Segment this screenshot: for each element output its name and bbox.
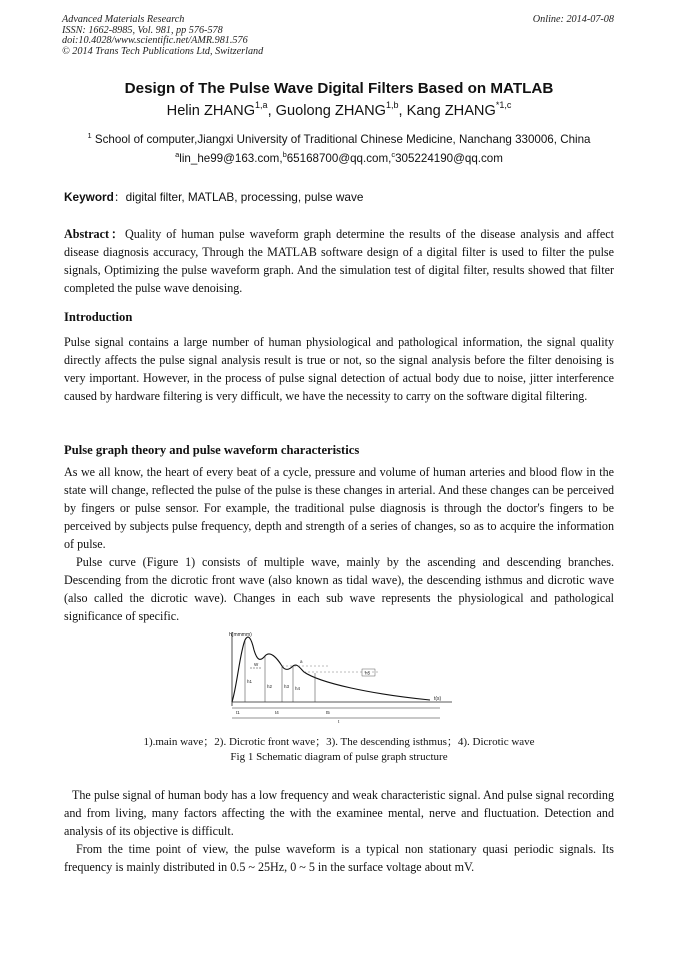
copyright: © 2014 Trans Tech Publications Ltd, Switzerland [62, 45, 264, 57]
label-a: a [300, 659, 303, 664]
author-sup: *1,c [495, 100, 512, 110]
pulse-graph-figure [220, 628, 460, 725]
abstract-label: Abstract [64, 227, 110, 241]
email-link[interactable]: lin_he99@163.com, [179, 152, 283, 165]
issn: ISSN: 1662-8985, Vol. 981, pp 576-578 [62, 24, 223, 36]
email-sup: a [175, 150, 180, 159]
author-name: Kang ZHANG [406, 103, 496, 119]
label-w: W [254, 662, 259, 667]
author-sep: , [398, 103, 407, 119]
theory-paragraph-1 [64, 463, 614, 553]
intro-heading: Introduction [64, 310, 133, 324]
figure-legend: 1).main wave；2). Dicrotic front wave；3). The descending isthmus；4). Dicrotic wave [143, 736, 535, 748]
author-list [0, 100, 678, 119]
after-text-1: The pulse signal of human body has a low frequency and weak characteristic signal. And pulse signal recording and from living, many factors affecting the with the examinee mental, nerve and fluctuation. Detection and analysis of its objective is difficult. [64, 788, 614, 838]
paper-title: Design of The Pulse Wave Digital Filters Based on MATLAB [124, 80, 554, 97]
email-link[interactable]: 65168700@qq.com, [286, 152, 392, 165]
keywords [64, 188, 363, 205]
journal-header [62, 15, 263, 57]
label-h2: h2 [267, 684, 273, 689]
label-h3: h3 [284, 684, 290, 689]
intro-text: Pulse signal contains a large number of human physiological and pathological information, the signal quality directly affects the pulse signal analysis result is true or not, so the signal analysis before the filter denoising is very important. However, in the process of pulse signal detection of actual body due to noise, jitter interference caused by hardware filtering is very difficult, we have the necessity to carry on the software digital filtering. [64, 335, 614, 403]
label-t4: t4 [275, 710, 279, 715]
label-t1: t1 [236, 710, 240, 715]
pulse-curve [232, 637, 430, 702]
theory-paragraph-2 [64, 553, 614, 625]
figure-caption: Fig 1 Schematic diagram of pulse graph structure [230, 751, 448, 763]
abstract-text: Quality of human pulse waveform graph determine the results of the disease analysis and affect disease diagnosis accuracy, Through the MATLAB software design of a digital filter is used to filter the pulse signals, Optimizing the pulse waveform graph. And the simulation test of digital filter, results showed that filter completed the pulse wave denoising. [64, 227, 614, 295]
t-axis-label: t(s) [434, 696, 442, 702]
online-date: Online: 2014-07-08 [532, 14, 614, 25]
author-name: Guolong ZHANG [275, 103, 386, 119]
label-t5: t5 [326, 710, 330, 715]
label-h1: h1 [247, 679, 253, 684]
theory-text-2: Pulse curve (Figure 1) consists of multiple wave, mainly by the ascending and descending branches. Descending from the dicrotic front wave (also known as tidal wave), the descending isthmus and dicrotic wave (also called the dicrotic wave). Changes in each sub wave represents the physiological and pathological significance of specific. [64, 555, 614, 623]
author-sup: 1,a [255, 100, 268, 110]
journal-name: Advanced Materials Research [62, 14, 185, 25]
affiliation-mark: 1 [87, 131, 92, 140]
abstract [64, 225, 614, 297]
label-h5: h5 [365, 670, 371, 676]
y-axis-label: h(mmmm) [229, 632, 252, 638]
keyword-sep: ： [113, 190, 126, 204]
doi: doi:10.4028/www.scientific.net/AMR.981.576 [62, 35, 248, 47]
email-link[interactable]: 305224190@qq.com [395, 152, 503, 165]
affiliation [0, 131, 678, 146]
keyword-label: Keyword [64, 190, 114, 204]
after-text-2: From the time point of view, the pulse waveform is a typical non stationary quasi periodic signals. Its frequency is mainly distributed in 0.5 ~ 25Hz, 0 ~ 5 in the surface voltage about mV. [64, 842, 614, 874]
author-sup: 1,b [385, 100, 399, 110]
author-sep: , [267, 103, 276, 119]
theory-text-1: As we all know, the heart of every beat of a cycle, pressure and volume of human arteries and blood flow in the state will change, reflected the pulse of the pulse is these changes in arterial. And these changes can be perceived by fingers or pulse sensor. For example, the traditional pulse diagnosis is through the doctor's fingers to be perceived by subjects pulse frequency, depth and strength of a series of changes, so as to acquire the information of pulse. [64, 465, 614, 551]
after-paragraph-1 [64, 786, 614, 840]
email-list [0, 150, 678, 165]
label-t: t [338, 719, 340, 724]
author-name: Helin ZHANG [166, 103, 256, 119]
email-sup: b [282, 150, 287, 159]
email-sup: c [391, 150, 396, 159]
keyword-text: digital filter, MATLAB, processing, pulse wave [125, 190, 364, 204]
abstract-sep: ： [109, 227, 125, 241]
after-paragraph-2 [64, 840, 614, 876]
label-h4: h4 [295, 686, 301, 691]
intro-paragraph [64, 333, 614, 405]
affiliation-text: School of computer,Jiangxi University of Traditional Chinese Medicine, Nanchang 330006, China [91, 133, 591, 146]
theory-heading: Pulse graph theory and pulse waveform characteristics [64, 443, 360, 457]
